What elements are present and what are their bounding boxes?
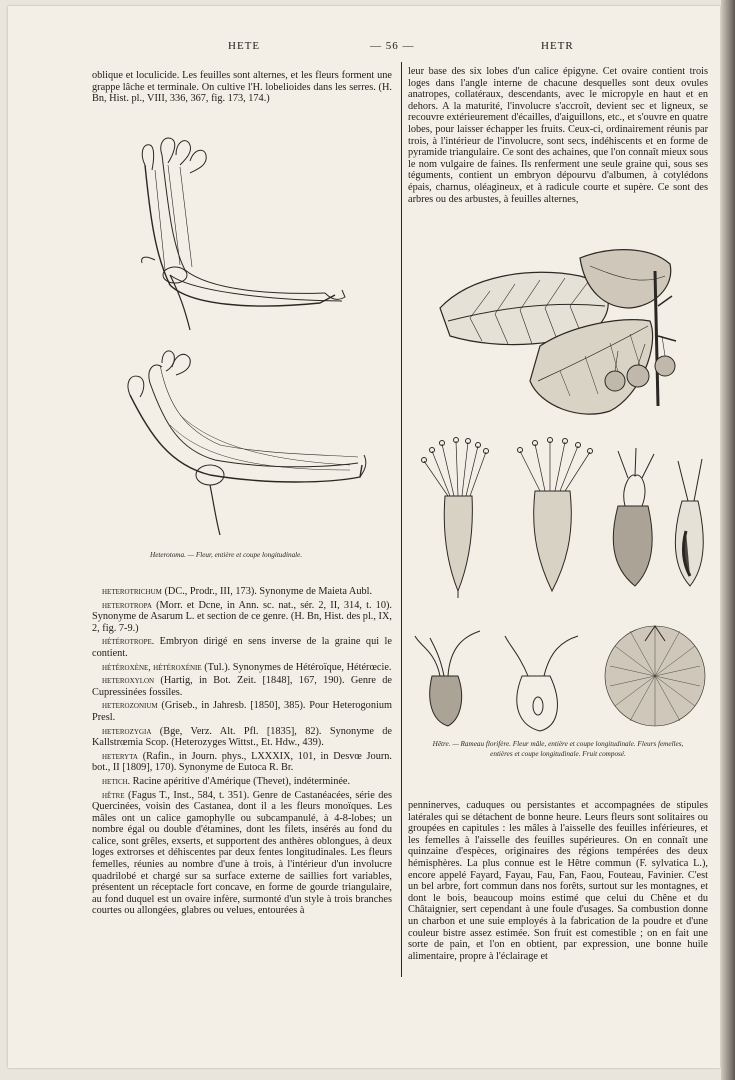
running-head-left: HETE: [228, 40, 261, 52]
column-divider: [401, 62, 402, 977]
entry-heterozygia: [92, 726, 392, 749]
entry-hetre: [92, 790, 392, 918]
left-column-entries: [92, 586, 392, 919]
headword: heterotrichum: [102, 586, 162, 597]
right-top-paragraph: leur base des six lobes d'un calice épigyne. Cet ovaire contient trois loges dans l'angle interne de chacune desquelles sont deux ovules anatropes, collatéraux, descendants, avec le micropyle en haut et en dehors. A la maturité, l'involucre s'accroît, devient sec et ligneux, se recouvre extérieurement d'écailles, d'aiguillons, etc., et s'ouvre en quatre lobes, pour laisser échapper les fruits. Ceux-ci, ordinairement réunis par trois, à l'intérieur de l'involucre, sont secs, indéhiscents et en forme de pyramide triangulaire. Ce sont des achaines, que l'on connaît mieux sous le nom vulgaire de faines. Ils renferment une seule graine qui, sous ses téguments, contient un embryon dépourvu d'albumen, à cotylédons épais, charnus, oléagineux, et à radicule courte et supère. Ce sont des arbres ou des arbustes, à feuilles alternes,: [408, 66, 708, 205]
entry-text: Racine apéritive d'Amérique (Thevet), indéterminée.: [132, 775, 351, 787]
entry-heteryta: [92, 751, 392, 774]
entry-heterozonium: [92, 700, 392, 723]
entry-text: (Griseb., in Jahresb. [1850], 385). Pour Heterogonium Presl.: [92, 700, 392, 723]
right-column-top: [408, 66, 708, 205]
headword: heteryta: [102, 750, 138, 762]
headword: hétérotrope.: [102, 636, 155, 648]
entry-text: Embryon dirigé en sens inverse de la graine qui le contient.: [92, 636, 392, 659]
headword: hétéroxène, hétéroxénie: [102, 661, 202, 673]
running-head-right: HETR: [541, 40, 574, 52]
entry-heterotrope: [92, 636, 392, 659]
right-bottom-paragraph: penninerves, caduques ou persistantes et accompagnées de stipules latérales qui se détachent de bonne heure. Leurs fleurs sont solitaires ou groupées en capitules : les mâles à l'aisselle des feuilles inférieures, et les femelles à l'aisselle des feuilles supérieures. On en connaît une quinzaine d'espèces, originaires des régions tempérées des deux hémisphères. La plus connue est le Hêtre commun (F. sylvatica L.), encore appelé Fayard, Fayau, Fau, Fan, Faou, Fouteau, Favinier. C'est un bel arbre, fort commun dans nos forêts, surtout sur les montagnes, et dont le bois, beaucoup moins estimé que celui du Chêne et du Châtaignier, sert cependant à une foule d'usages. Sa combustion donne un charbon et une suie employés à la fabrication de la poudre et d'une couleur bistre assez estimée. Son fruit est comestible ; on en fait une sorte de pain, et l'on en obtient, par expression, une bonne huile alimentaire, propre à l'éclairage et: [408, 800, 708, 962]
heterotoma-caption: Heterotoma. — Fleur, entière et coupe longitudinale.: [150, 551, 303, 559]
entry-text: (DC., Prodr., III, 173). Synonyme de Maieta Aubl.: [164, 586, 373, 597]
entry-text: (Tul.). Synonymes de Hétéroïque, Hétérœcie.: [204, 661, 392, 673]
headword: heterozygia: [102, 725, 152, 737]
entry-heteroxylon: [92, 675, 392, 698]
entry-heterotrichum: [92, 586, 392, 598]
headword: heterotropa: [102, 599, 152, 611]
left-column-intro: [92, 70, 392, 105]
hetre-figure: [410, 246, 710, 736]
heterotoma-figure: [110, 125, 380, 550]
headword: heterozonium: [102, 700, 158, 712]
binding-edge: [721, 0, 735, 1080]
hetre-caption-line1: Hêtre. — Rameau florifère. Fleur mâle, entière et coupe longitudinale. Fleurs femelles,: [432, 740, 684, 748]
right-column-bottom: [408, 800, 708, 962]
entry-heterotropa: [92, 600, 392, 635]
entry-heteroxene: [92, 662, 392, 674]
entry-text: (Bge, Verz. Alt. Pfl. [1835], 82). Synonyme de Kallstrœmia Scop. (Heterozyges Wittst., Et. Hdw., 439).: [92, 725, 392, 749]
hetre-caption-line2: entières et coupe longitudinale. Fruit composé.: [490, 750, 626, 758]
entry-text: (Hartig, in Bot. Zeit. [1848], 167, 190). Genre de Cupressinées fossiles.: [92, 675, 392, 698]
entry-text: (Rafin., in Journ. phys., LXXXIX, 101, in Desvœ Journ. bot., II [1809], 170). Synonyme de Eutoca R. Br.: [92, 750, 393, 774]
headword: hetich.: [102, 775, 131, 787]
intro-paragraph: oblique et loculicide. Les feuilles sont alternes, et les fleurs forment une grappe lâche et terminale. On cultive l'H. lobelioides dans les serres. (H. Bn, Hist. pl., VIII, 336, 367, fig. 173, 174.): [92, 70, 392, 105]
entry-hetich: [92, 776, 392, 788]
headword: heteroxylon: [102, 675, 155, 687]
entry-text: (Morr. et Dcne, in Ann. sc. nat., sér. 2, II, 314, t. 10). Synonyme de Asarum L. et section de ce genre. (H. Bn, Hist. des pl., IX, 2, fig. 7-9.): [92, 599, 392, 634]
headword: hêtre: [102, 789, 125, 801]
page-number: — 56 —: [370, 40, 415, 52]
entry-text: (Fagus T., Inst., 584, t. 351). Genre de Castanéacées, série des Quercinées, voisin des Castanea, dont il a les fleurs monoïques. Les mâles ont un calice gamophylle ou subcampanulé, à 4-8-lobes; un nombre égal ou double d'étamines, dont les filets, insérés au fond du calice, sont grêles, exserts, et supportent des anthères oblongues, à deux loges extrorses et déhiscentes par deux fentes longitudinales. Les fleurs femelles, réunies au nombre d'une à trois, à l'intérieur d'un involucre quadrilobé et chargé sur sa surface externe de saillies fort variables, présentent un réceptacle fort concave, en forme de gourde triangulaire, au fond duquel est un ovaire infère, surmonté d'un style à trois branches courtes ou allongées, glabres ou velues, entourées à: [92, 789, 393, 917]
